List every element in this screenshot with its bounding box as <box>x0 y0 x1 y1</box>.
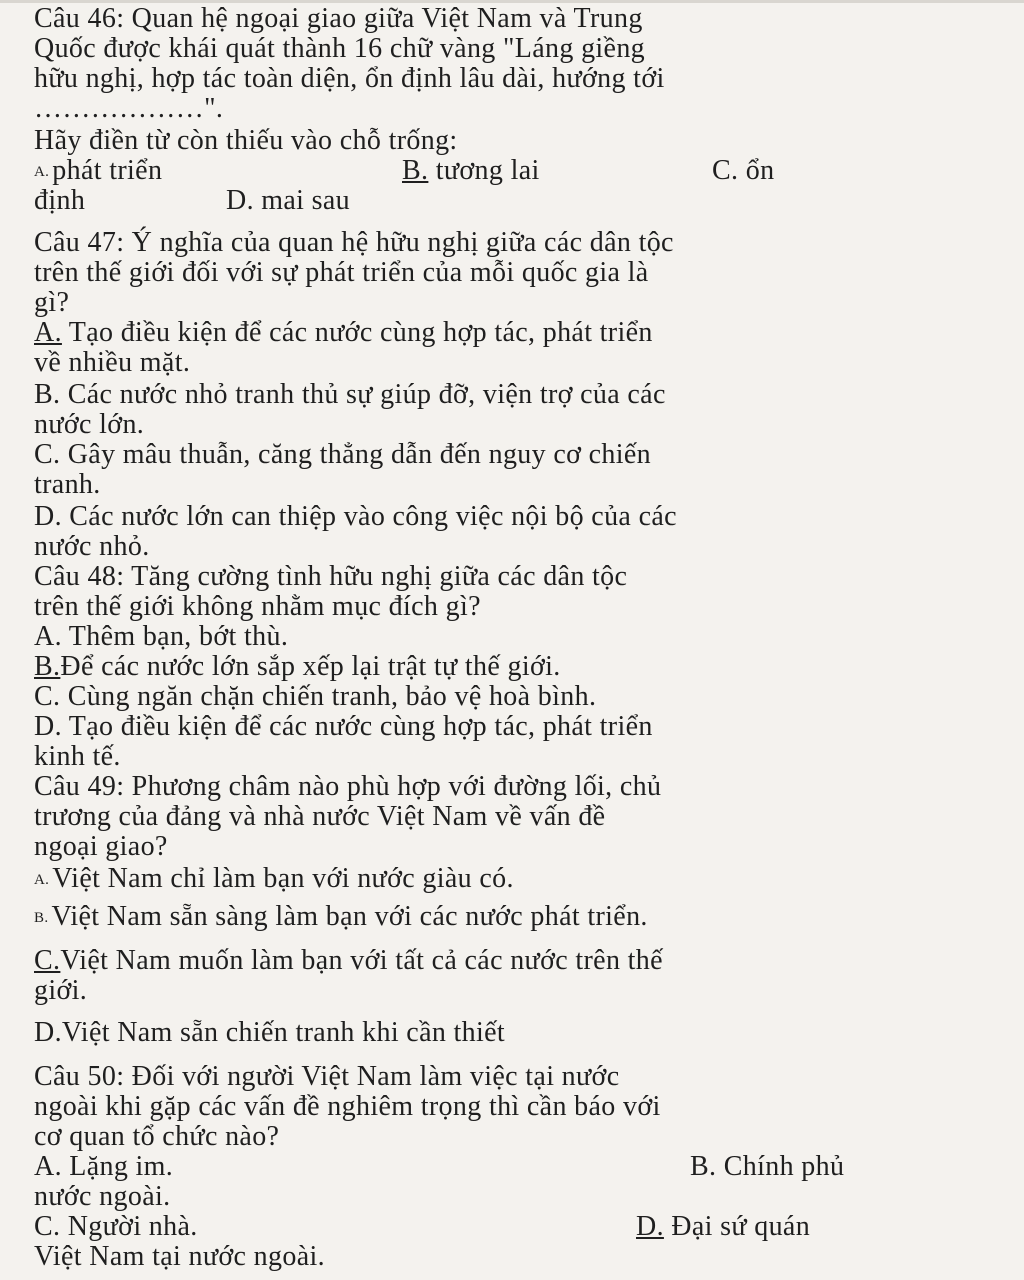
q46-option-b-text: tương lai <box>435 155 540 186</box>
q50-option-c: C. Người nhà. <box>34 1211 198 1242</box>
q46-option-b <box>402 156 540 186</box>
q47-option-a-label: A. <box>34 317 62 348</box>
q48-option-d-cont: kinh tế. <box>34 741 121 772</box>
q49-line-3: ngoại giao? <box>34 831 168 862</box>
q50-option-d <box>636 1212 810 1242</box>
q50-option-d-text: Đại sứ quán <box>671 1211 811 1242</box>
q46-option-d: D. mai sau <box>226 185 351 216</box>
q47-line-2: trên thế giới đối với sự phát triển của mỗi quốc gia là <box>34 257 649 288</box>
q48-line-1: Câu 48: Tăng cường tình hữu nghị giữa các dân tộc <box>34 561 628 592</box>
q46-option-c: C. ổn <box>712 155 775 186</box>
q48-line-2: trên thế giới không nhằm mục đích gì? <box>34 591 481 622</box>
q50-option-b: B. Chính phủ <box>690 1151 845 1182</box>
q47-option-b: B. Các nước nhỏ tranh thủ sự giúp đỡ, viện trợ của các <box>34 379 666 410</box>
q49-option-a-text: Việt Nam chỉ làm bạn với nước giàu có. <box>52 863 514 894</box>
q49-option-b-label: B. <box>34 910 49 926</box>
q50-option-a: A. Lặng im. <box>34 1151 174 1182</box>
q47-option-a <box>34 318 653 348</box>
q46-line-3: hữu nghị, hợp tác toàn diện, ổn định lâu dài, hướng tới <box>34 63 665 94</box>
q49-option-c-label: C. <box>34 945 61 976</box>
q48-option-b <box>34 652 561 682</box>
q46-blank-line: ………………". <box>34 93 224 124</box>
q47-option-a-text: Tạo điều kiện để các nước cùng hợp tác, phát triển <box>68 317 653 348</box>
q48-option-c: C. Cùng ngăn chặn chiến tranh, bảo vệ hoà bình. <box>34 681 597 712</box>
q49-option-c-text: Việt Nam muốn làm bạn với tất cả các nước trên thế <box>60 945 663 976</box>
q47-option-d-cont: nước nhỏ. <box>34 531 150 562</box>
q49-option-b-text: Việt Nam sẵn sàng làm bạn với các nước phát triển. <box>51 901 648 932</box>
q49-option-d: D.Việt Nam sẵn chiến tranh khi cần thiết <box>34 1017 506 1048</box>
q50-line-2: ngoài khi gặp các vấn đề nghiêm trọng thì cần báo với <box>34 1091 661 1122</box>
q49-line-2: trương của đảng và nhà nước Việt Nam về vấn đề <box>34 801 606 832</box>
q49-option-b <box>34 902 648 933</box>
q46-option-a-label: A. <box>34 164 50 180</box>
q47-option-d: D. Các nước lớn can thiệp vào công việc nội bộ của các <box>34 501 677 532</box>
q50-option-d-cont: Việt Nam tại nước ngoài. <box>34 1241 325 1272</box>
q46-instruction: Hãy điền từ còn thiếu vào chỗ trống: <box>34 125 458 156</box>
q49-option-c-cont: giới. <box>34 975 88 1006</box>
q49-option-c <box>34 946 663 976</box>
q48-option-a: A. Thêm bạn, bớt thù. <box>34 621 289 652</box>
q46-option-a <box>34 156 162 187</box>
q50-line-1: Câu 50: Đối với người Việt Nam làm việc tại nước <box>34 1061 620 1092</box>
q46-line-2: Quốc được khái quát thành 16 chữ vàng "Láng giềng <box>34 33 646 64</box>
q47-line-3: gì? <box>34 287 70 318</box>
q49-option-a-label: A. <box>34 872 50 888</box>
q46-option-a-text: phát triển <box>52 155 163 186</box>
q47-option-c-cont: tranh. <box>34 469 101 500</box>
q47-option-c: C. Gây mâu thuẫn, căng thẳng dẫn đến nguy cơ chiến <box>34 439 652 470</box>
q47-option-b-cont: nước lớn. <box>34 409 145 440</box>
q48-option-b-text: Để các nước lớn sắp xếp lại trật tự thế giới. <box>60 651 561 682</box>
q50-option-b-cont: nước ngoài. <box>34 1181 171 1212</box>
q46-option-b-label: B. <box>402 155 429 186</box>
q47-line-1: Câu 47: Ý nghĩa của quan hệ hữu nghị giữa các dân tộc <box>34 227 674 258</box>
q47-option-a-cont: về nhiều mặt. <box>34 347 191 378</box>
q48-option-d: D. Tạo điều kiện để các nước cùng hợp tác, phát triển <box>34 711 653 742</box>
q50-option-d-label: D. <box>636 1211 664 1242</box>
q49-line-1: Câu 49: Phương châm nào phù hợp với đường lối, chủ <box>34 771 662 802</box>
q50-line-3: cơ quan tổ chức nào? <box>34 1121 280 1152</box>
q46-option-c-cont: định <box>34 185 86 216</box>
q49-option-a <box>34 864 514 895</box>
q48-option-b-label: B. <box>34 651 61 682</box>
q46-line-1: Câu 46: Quan hệ ngoại giao giữa Việt Nam và Trung <box>34 3 643 34</box>
